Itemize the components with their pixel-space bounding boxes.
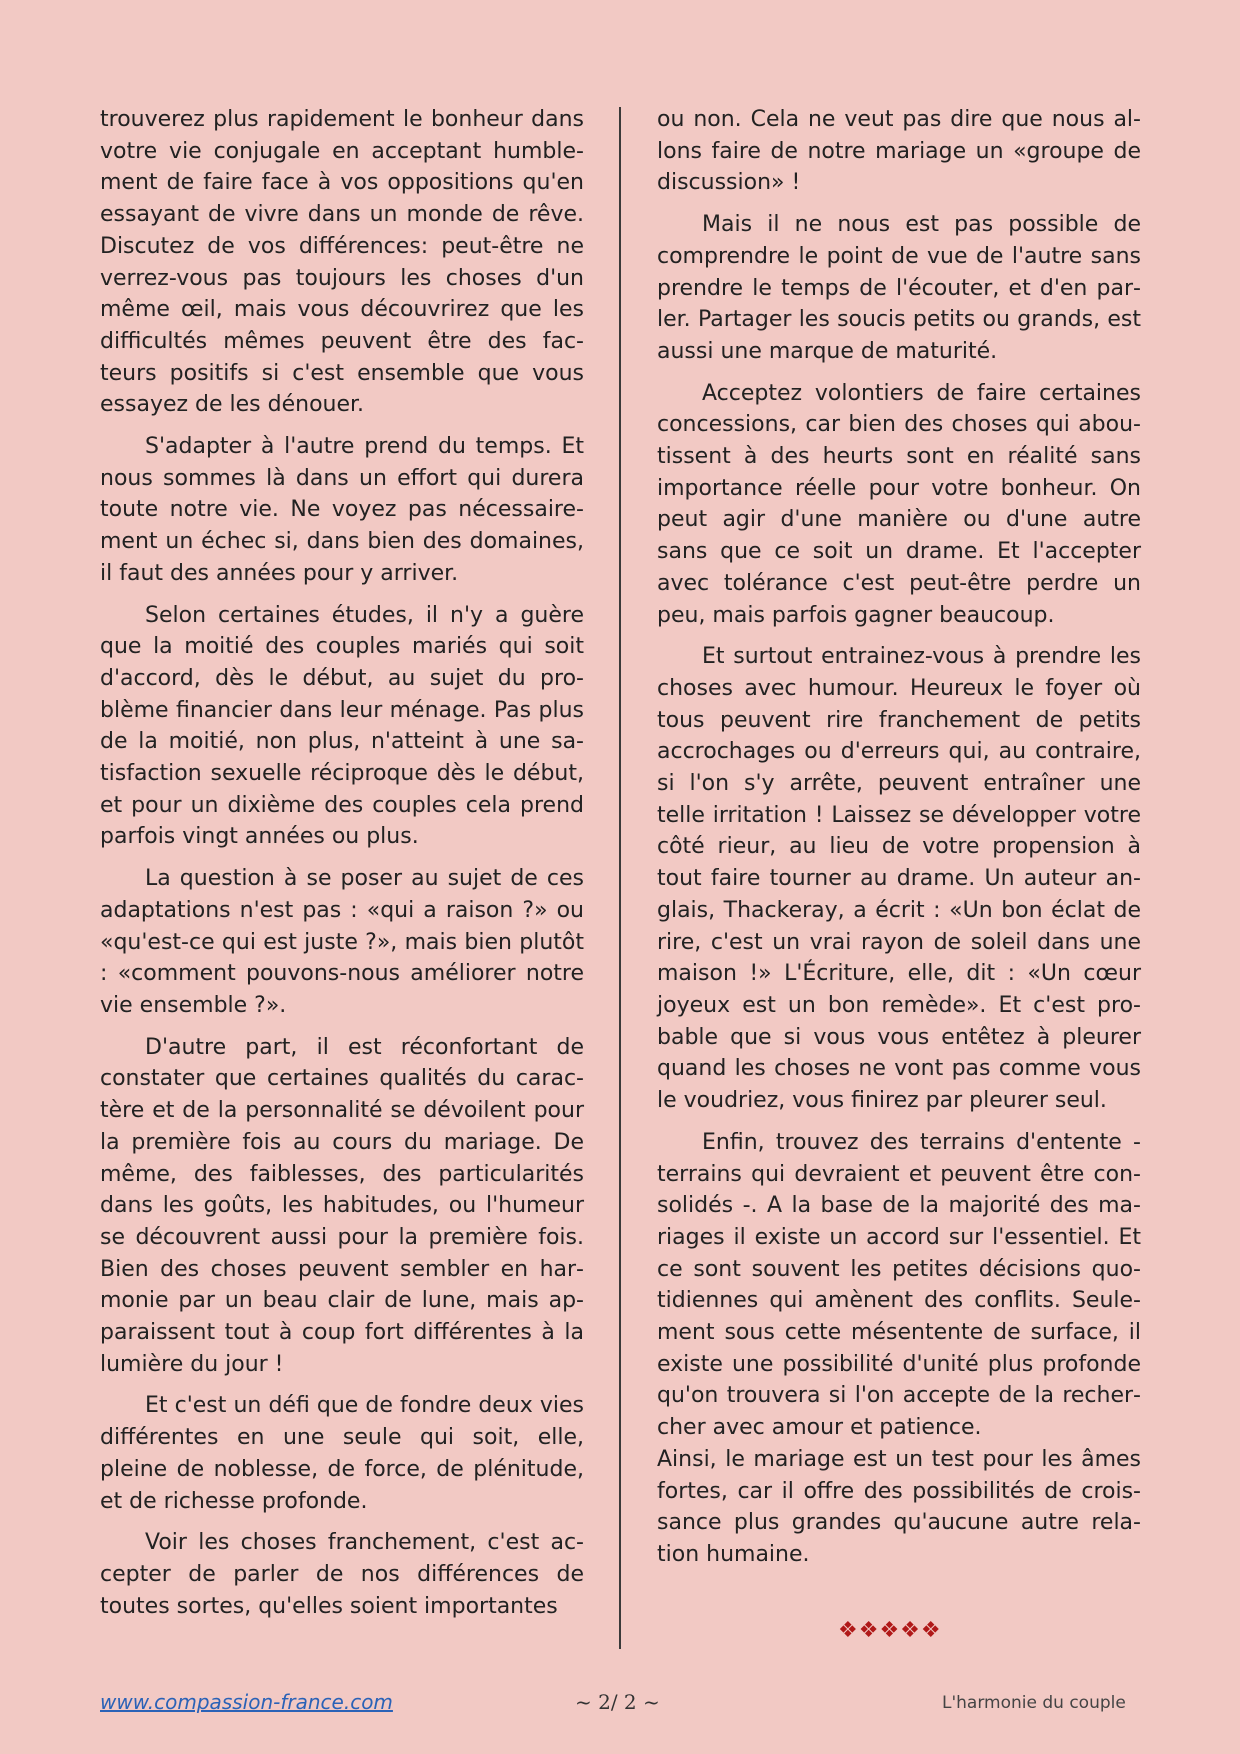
column-divider	[619, 107, 621, 1649]
paragraph: S'adapter à l'autre prend du temps. Et nous sommes là dans un effort qui durera toute notre vie. Ne voyez pas nécessairement un échec si, dans bien des domaines, il faut des années pour y arriver.	[100, 434, 584, 586]
paragraph: Ainsi, le mariage est un test pour les âmes fortes, car il offre des possibilités de croissance plus grandes qu'aucune autre relation humaine.	[657, 1446, 1141, 1567]
page-number: ~ 2/ 2 ~	[575, 1690, 660, 1714]
paragraph: Voir les choses franchement, c'est accepter de parler de nos différences de toutes sortes, qu'elles soient importantes	[100, 1530, 584, 1619]
left-column	[100, 104, 584, 1632]
paragraph: Selon certaines études, il n'y a guère que la moitié des couples mariés qui soit d'accord, dès le début, au sujet du problème financier dans leur ménage. Pas plus de la moitié, non plus, n'atteint à une satisfaction sexuelle réciproque dès le début, et pour un dixième des couples cela prend parfois vingt années ou plus.	[100, 602, 584, 850]
paragraph: Acceptez volontiers de faire certaines concessions, car bien des choses qui aboutissent à des heurts sont en réalité sans importance réelle pour votre bonheur. On peut agir d'une manière ou d'une autre sans que ce soit un drame. Et l'accepter avec tolérance c'est peut-être perdre un peu, mais parfois gagner beaucoup.	[657, 380, 1141, 628]
paragraph: Et c'est un défi que de fondre deux vies différentes en une seule qui soit, elle, pleine de noblesse, de force, de plénitude, et de richesse profonde.	[100, 1393, 584, 1514]
paragraph: trouverez plus rapidement le bonheur dans votre vie conjugale en acceptant humblement de faire face à vos oppositions qu'en essayant de vivre dans un monde de rêve. Discutez de vos différences: peut-être ne verrez-vous pas toujours les choses d'un même œil, mais vous découvrirez que les difficultés mêmes peuvent être des facteurs positifs si c'est ensemble que vous essayez de les dénouer.	[100, 107, 584, 418]
paragraph: La question à se poser au sujet de ces adaptations n'est pas : «qui a raison ?» ou «qu'est-ce qui est juste ?», mais bien plutôt : «comment pouvons-nous améliorer notre vie ensemble ?».	[100, 866, 584, 1018]
right-column	[657, 104, 1141, 1581]
paragraph: Mais il ne nous est pas possible de comprendre le point de vue de l'autre sans prendre le temps de l'écouter, et d'en parler. Partager les soucis petits ou grands, est aussi une marque de maturité.	[657, 212, 1141, 364]
website-link[interactable]: www.compassion-france.com	[100, 1690, 393, 1714]
paragraph: ou non. Cela ne veut pas dire que nous allons faire de notre mariage un «groupe de discussion» !	[657, 107, 1141, 196]
ornament-divider: ❖❖❖❖❖	[838, 1618, 942, 1643]
paragraph: Et surtout entrainez-vous à prendre les choses avec humour. Heureux le foyer où tous peuvent rire franchement de petits accrochages ou d'erreurs qui, au contraire, si l'on s'y arrête, peuvent entraîner une telle irritation ! Laissez se développer votre côté rieur, au lieu de votre propension à tout faire tourner au drame. Un auteur anglais, Thackeray, a écrit : «Un bon éclat de rire, c'est un vrai rayon de soleil dans une maison !» L'Écriture, elle, dit : «Un cœur joyeux est un bon remède». Et c'est probable que si vous vous entêtez à pleurer quand les choses ne vont pas comme vous le voudriez, vous finirez par pleurer seul.	[657, 644, 1141, 1114]
paragraph: D'autre part, il est réconfortant de constater que certaines qualités du caractère et de la personnalité se dévoilent pour la première fois au cours du mariage. De même, des faiblesses, des particularités dans les goûts, les habitudes, ou l'humeur se découvrent aussi pour la première fois. Bien des choses peuvent sembler en harmonie par un beau clair de lune, mais apparaissent tout à coup fort différentes à la lumière du jour !	[100, 1034, 584, 1377]
document-title: L'harmonie du couple	[942, 1693, 1126, 1713]
paragraph: Enfin, trouvez des terrains d'entente - terrains qui devraient et peuvent être consolidés -. A la base de la majorité des mariages il existe un accord sur l'essentiel. Et ce sont souvent les petites décisions quotidiennes qui amènent des conflits. Seulement sous cette mésentente de surface, il existe une possibilité d'unité plus profonde qu'on trouvera si l'on accepte de la rechercher avec amour et patience.	[657, 1129, 1141, 1441]
